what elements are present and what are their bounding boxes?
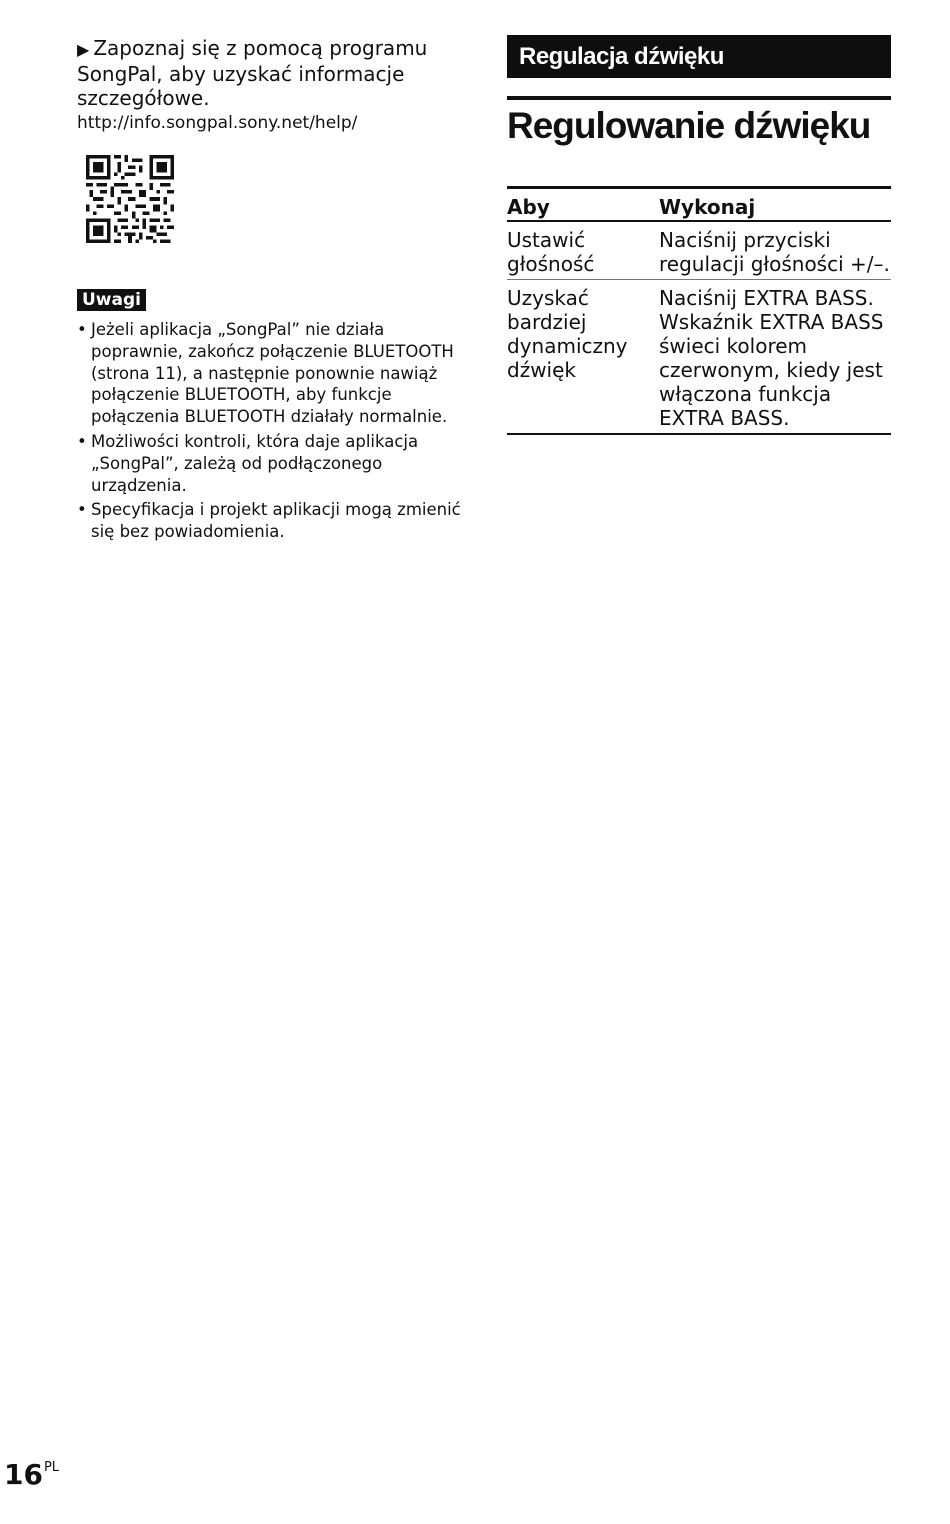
play-arrow-icon: ▶ bbox=[77, 40, 90, 59]
page-title: Regulowanie dźwięku bbox=[507, 105, 871, 146]
list-item bbox=[77, 431, 472, 496]
sound-adjust-table bbox=[507, 186, 891, 435]
column-header-wykonaj: Wykonaj bbox=[659, 188, 891, 222]
table-cell: Naciśnij przyciski regulacji głośności +/–. bbox=[659, 221, 891, 280]
page-number bbox=[4, 1451, 59, 1492]
table-header-row bbox=[507, 188, 891, 222]
intro-paragraph bbox=[77, 36, 472, 110]
page-number-value: 16 bbox=[4, 1458, 43, 1491]
heading-divider bbox=[507, 96, 891, 100]
bullet-icon: • bbox=[77, 320, 87, 339]
right-column bbox=[507, 35, 891, 435]
column-header-aby: Aby bbox=[507, 188, 659, 222]
bullet-icon: • bbox=[77, 500, 87, 520]
page-language-code: PL bbox=[43, 1460, 60, 1475]
note-text: Możliwości kontroli, która daje aplikacja „SongPal”, zależą od podłączonego urządzenia. bbox=[91, 431, 419, 495]
table-cell: Uzyskać bardziej dynamiczny dźwięk bbox=[507, 280, 659, 435]
bullet-icon: • bbox=[77, 431, 87, 451]
table-row bbox=[507, 221, 891, 280]
note-text: Specyfikacja i projekt aplikacji mogą zmienić się bez powiadomienia. bbox=[91, 500, 461, 542]
table-cell: Ustawić głośność bbox=[507, 221, 659, 280]
qr-code-icon bbox=[86, 155, 174, 243]
table-row bbox=[507, 280, 891, 435]
list-item bbox=[77, 499, 472, 543]
table-cell: Naciśnij EXTRA BASS. Wskaźnik EXTRA BASS świeci kolorem czerwonym, kiedy jest włączona funkcja EXTRA BASS. bbox=[659, 280, 891, 435]
intro-text: Zapoznaj się z pomocą programu SongPal, aby uzyskać informacje szczegółowe. bbox=[77, 36, 428, 110]
left-column bbox=[77, 36, 472, 546]
help-url[interactable]: http://info.songpal.sony.net/help/ bbox=[77, 113, 358, 133]
section-title-bar: Regulacja dźwięku bbox=[507, 35, 891, 78]
note-text: Jeżeli aplikacja „SongPal” nie działa poprawnie, zakończ połączenie BLUETOOTH (strona 11), a następnie ponownie nawiąż połączenie BLUETOOTH, aby funkcje połączenia BLUETOOTH działały normalnie. bbox=[91, 320, 454, 427]
notes-label: Uwagi bbox=[77, 289, 146, 311]
notes-list bbox=[77, 319, 472, 543]
list-item bbox=[77, 319, 472, 428]
